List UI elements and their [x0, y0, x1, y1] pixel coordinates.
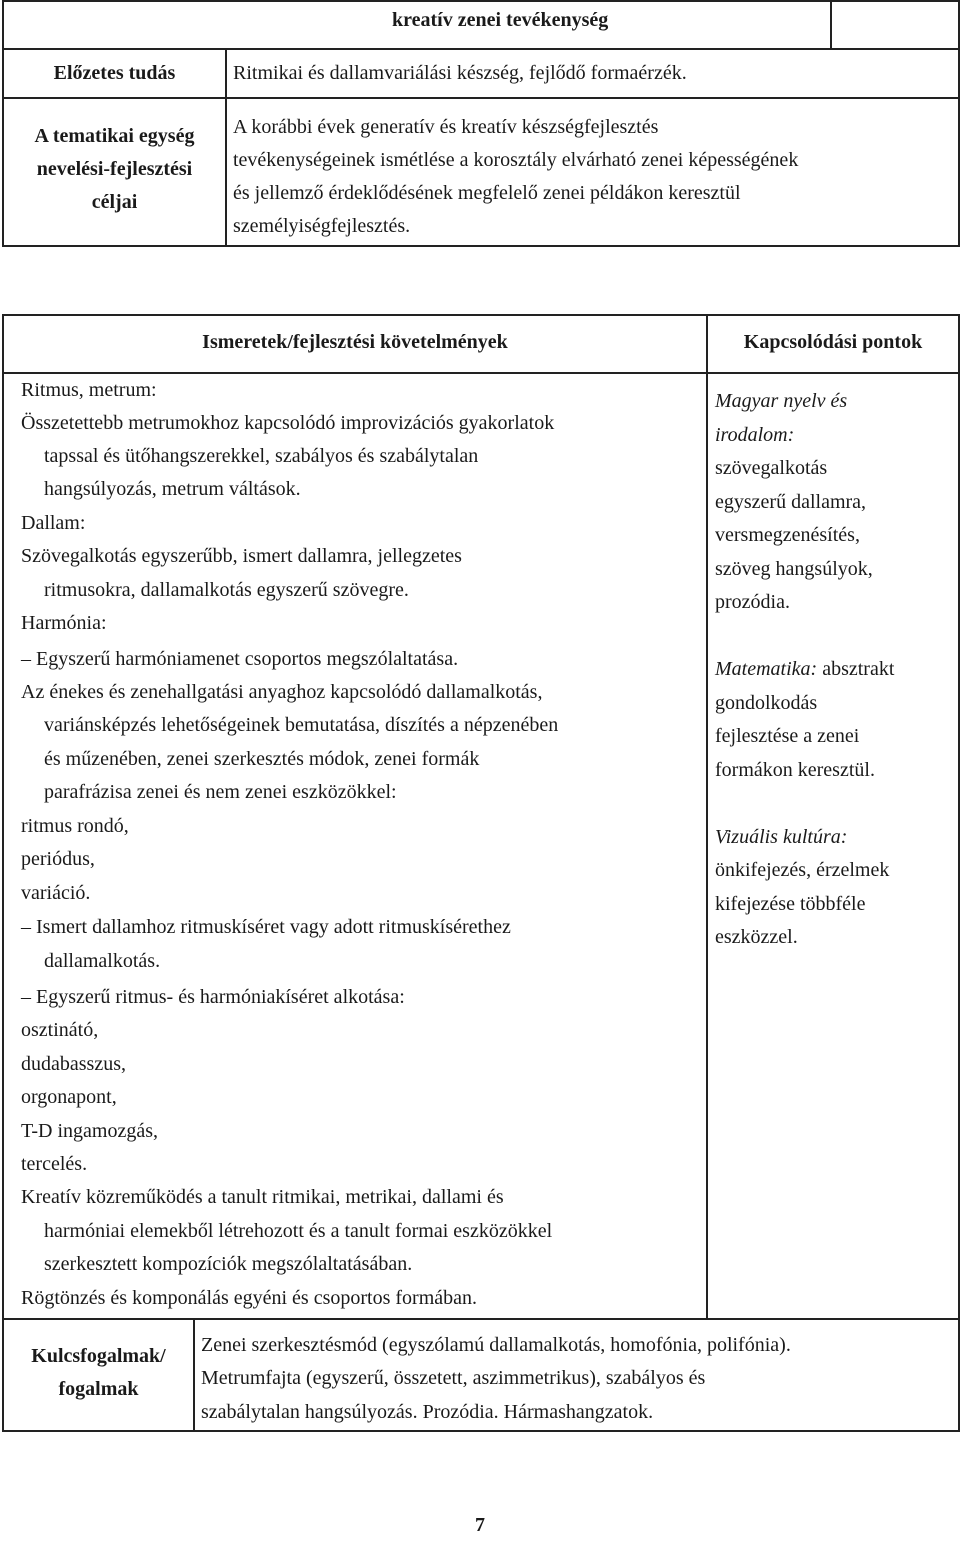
- table-border: [2, 1318, 960, 1320]
- table-border: [2, 314, 960, 316]
- requirements-header: Ismeretek/fejlesztési követelmények: [202, 331, 508, 353]
- table-border: [2, 314, 4, 1432]
- page-number: 7: [475, 1514, 485, 1536]
- table-border: [706, 314, 708, 1320]
- section-title: kreatív zenei tevékenység: [392, 9, 609, 31]
- connections-header: Kapcsolódási pontok: [743, 331, 923, 353]
- table-border: [2, 1430, 960, 1432]
- prior-knowledge-label: Előzetes tudás: [53, 62, 176, 84]
- table-border: [193, 1318, 195, 1432]
- table-border: [830, 0, 832, 50]
- table-border: [2, 0, 960, 2]
- table-border: [225, 48, 227, 247]
- table-border: [2, 97, 960, 99]
- table-border: [2, 48, 960, 50]
- prior-knowledge-text: Ritmikai és dallamvariálási készség, fejlődő formaérzék.: [233, 62, 687, 84]
- table-border: [2, 245, 960, 247]
